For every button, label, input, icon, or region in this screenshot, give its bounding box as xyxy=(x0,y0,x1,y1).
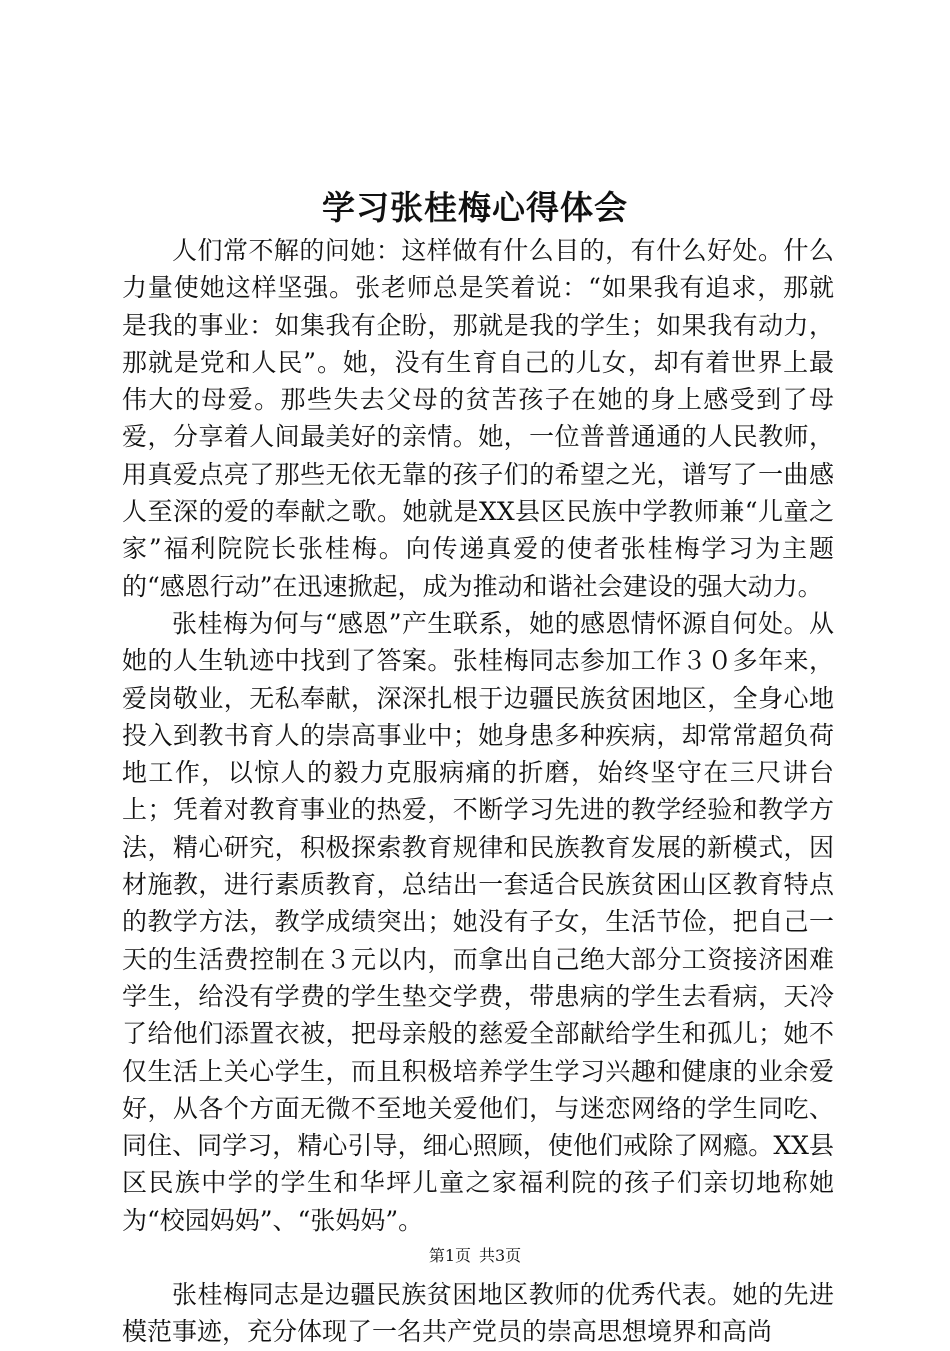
page-number: 第1页 xyxy=(428,1246,471,1265)
page-total: 共3页 xyxy=(479,1246,522,1265)
page-footer xyxy=(0,1244,950,1268)
paragraph-2: 张桂梅为何与“感恩”产生联系，她的感恩情怀源自何处。从她的人生轨迹中找到了答案。张桂梅同志参加工作３０多年来，爱岗敬业，无私奉献，深深扎根于边疆民族贫困地区，全身心地投入到教书育人的崇高事业中；她身患多种疾病，却常常超负荷地工作，以惊人的毅力克服病痛的折磨，始终坚守在三尺讲台上；凭着对教育事业的热爱，不断学习先进的教学经验和教学方法，精心研究，积极探索教育规律和民族教育发展的新模式，因材施教，进行素质教育，总结出一套适合民族贫困山区教育特点的教学方法，教学成绩突出；她没有子女，生活节俭，把自己一天的生活费控制在３元以内，而拿出自己绝大部分工资接济困难学生，给没有学费的学生垫交学费，带患病的学生去看病，天冷了给他们添置衣被，把母亲般的慈爱全部献给学生和孤儿；她不仅生活上关心学生，而且积极培养学生学习兴趣和健康的业余爱好，从各个方面无微不至地关爱他们，与迷恋网络的学生同吃、同住、同学习，精心引导，细心照顾，使他们戒除了网瘾。XX县区民族中学的学生和华坪儿童之家福利院的孩子们亲切地称她为“校园妈妈”、“张妈妈”。 xyxy=(122,608,834,1235)
paragraph-3: 张桂梅同志是边疆民族贫困地区教师的优秀代表。她的先进模范事迹，充分体现了一名共产党员的崇高思想境界和高尚 xyxy=(122,1280,834,1347)
document-body xyxy=(122,232,834,1351)
document-title: 学习张桂梅心得体会 xyxy=(322,188,628,227)
paragraph-1: 人们常不解的问她：这样做有什么目的，有什么好处。什么力量使她这样坚强。张老师总是笑着说：“如果我有追求，那就是我的事业：如集我有企盼，那就是我的学生；如果我有动力，那就是党和人民”。她，没有生育自己的儿女，却有着世界上最伟大的母爱。那些失去父母的贫苦孩子在她的身上感受到了母爱，分享着人间最美好的亲情。她，一位普普通通的人民教师，用真爱点亮了那些无依无靠的孩子们的希望之光，谱写了一曲感人至深的爱的奉献之歌。她就是XX县区民族中学教师兼“儿童之家”福利院院长张桂梅。向传递真爱的使者张桂梅学习为主题的“感恩行动”在迅速掀起，成为推动和谐社会建设的强大动力。 xyxy=(122,236,834,601)
